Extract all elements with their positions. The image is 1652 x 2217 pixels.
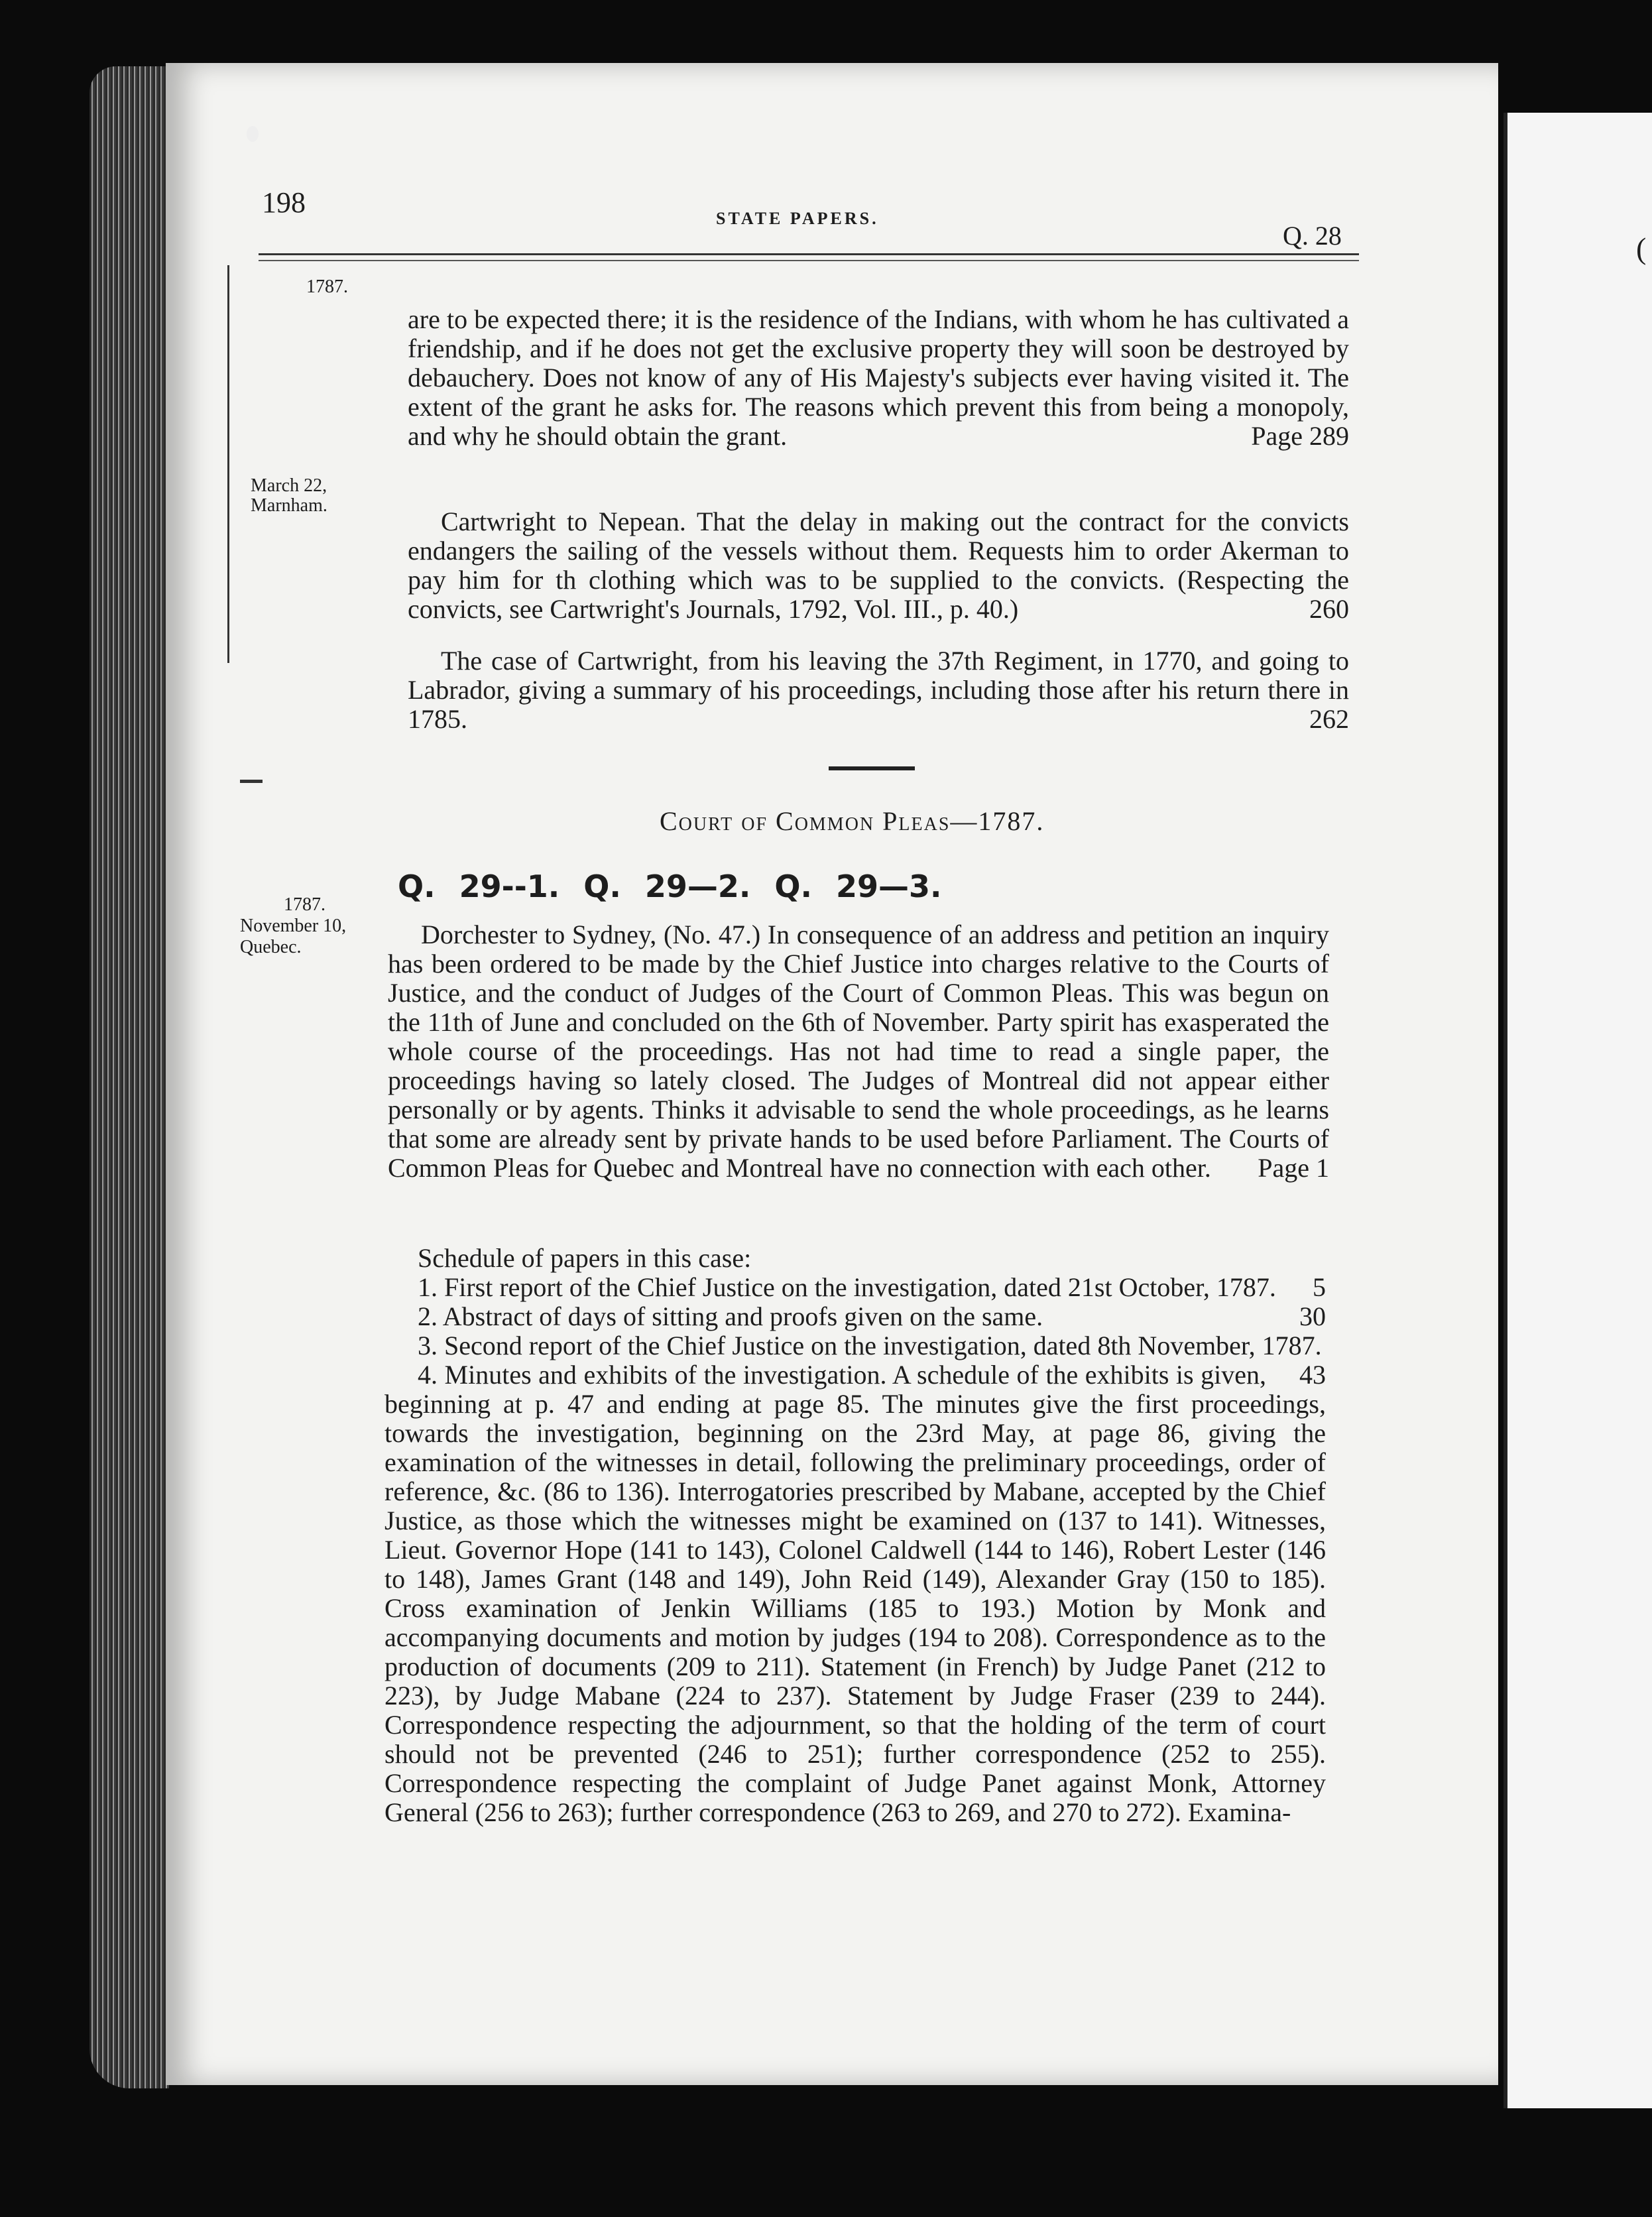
margin-date: March 22, xyxy=(251,475,327,496)
entry-text: The case of Cartwright, from his leaving the 37th Regiment, in 1770, and going to Labrador, giving a summary of his proceedings, including those after his return there in 1785. xyxy=(408,646,1349,734)
entry xyxy=(388,920,1329,1183)
schedule-item xyxy=(384,1273,1326,1302)
margin-place: Quebec. xyxy=(240,937,302,957)
series-ref: Q. 29—2. xyxy=(583,869,751,904)
page-reference: 5 xyxy=(1313,1272,1326,1302)
page-reference: Page 289 xyxy=(1251,421,1349,451)
page-reference: 262 xyxy=(1309,704,1349,734)
section-divider xyxy=(829,766,915,770)
page-reference: 260 xyxy=(1309,594,1349,624)
entry xyxy=(408,507,1349,624)
schedule-item xyxy=(384,1360,1326,1827)
margin-place: Marnham. xyxy=(251,495,327,516)
entry-text: are to be expected there; it is the residence of the Indians, with whom he has cultivated a friendship, and if he does not get the exclusive property they will soon be destroyed by debauchery. Does not know of any of His Majesty's subjects ever having visited it. The extent of the grant he asks for. The reasons which prevent this from being a monopoly, and why he should obtain the grant. xyxy=(408,304,1349,451)
schedule-item xyxy=(384,1302,1326,1331)
facing-page xyxy=(1504,113,1652,2108)
page-reference: 43 xyxy=(1299,1360,1326,1390)
schedule-item-text: 2. Abstract of days of sitting and proofs given on the same. xyxy=(418,1301,1043,1331)
page-number: 198 xyxy=(262,186,306,219)
entry-text: Dorchester to Sydney, (No. 47.) In consequence of an address and petition an inquiry has been ordered to be made by the Chief Justice into charges relative to the Courts of Justice, and the conduct of Judges of the Court of Common Pleas. This was begun on the 11th of June and concluded on the 6th of November. Party spirit has exasperated the whole course of the proceedings. Has not had time to read a single paper, the proceedings having so lately closed. The Judges of Montreal did not appear either personally or by agents. Thinks it advisable to send the whole proceedings, as he learns that some are already sent by private hands to be used before Parliament. The Courts of Common Pleas for Quebec and Montreal have no connection with each other. xyxy=(388,920,1329,1183)
schedule-item-text: 3. Second report of the Chief Justice on the investigation, dated 8th November, 1787. xyxy=(418,1331,1322,1360)
header-rule-thin xyxy=(259,260,1359,261)
page-reference: 30 xyxy=(1299,1301,1326,1331)
book-edge xyxy=(89,66,169,2088)
header-rule xyxy=(259,253,1359,255)
schedule-intro: Schedule of papers in this case: xyxy=(418,1243,752,1273)
entry-continued xyxy=(408,305,1349,451)
page-mark xyxy=(247,126,259,142)
margin-date: November 10, xyxy=(240,916,347,936)
margin-bracket xyxy=(227,265,229,663)
series-ref: Q. 29--1. xyxy=(398,869,560,904)
margin-dash xyxy=(240,780,263,783)
facing-page-char: ( xyxy=(1636,231,1647,265)
schedule-list xyxy=(384,1244,1326,1827)
schedule-item-text: 1. First report of the Chief Justice on the investigation, dated 21st October, 1787. xyxy=(418,1272,1276,1302)
series-ref: Q. 29—3. xyxy=(774,869,942,904)
entry-text: Cartwright to Nepean. That the delay in making out the contract for the convicts endangers the sailing of the vessels without them. Requests him to order Akerman to pay him for th clothing which was to be supplied to the convicts. (Respecting the convicts, see Cartwright's Journals, 1792, Vol. III., p. 40.) xyxy=(408,507,1349,624)
margin-year: 1787. xyxy=(284,894,325,915)
margin-year: 1787. xyxy=(306,276,348,297)
schedule-item xyxy=(384,1331,1326,1390)
series-reference: Q. 28 xyxy=(1283,221,1342,251)
section-title: Court of Common Pleas—1787. xyxy=(660,806,1045,836)
page-gutter xyxy=(1504,113,1507,2108)
entry xyxy=(408,646,1349,734)
page-reference: Page 1 xyxy=(1258,1153,1329,1183)
running-title: STATE PAPERS. xyxy=(716,209,879,228)
series-refs xyxy=(398,869,942,904)
schedule-item-text: 4. Minutes and exhibits of the investigation. A schedule of the exhibits is given, beginning at p. 47 and ending at page 85. The minutes give the first proceedings, towards the investigation, beginning on the 23rd May, at page 86, giving the examination of the witnesses in detail, following the preliminary proceedings, order of reference, &c. (86 to 136). Interrogatories prescribed by Mabane, accepted by the Chief Justice, as those which the witnesses might be examined on (137 to 141). Witnesses, Lieut. Governor Hope (141 to 143), Colonel Caldwell (144 to 146), Robert Lester (146 to 148), James Grant (148 and 149), John Reid (149), Alexander Gray (150 to 185). Cross examination of Jenkin Williams (185 to 193.) Motion by Monk and accompanying documents and motion by judges (194 to 208). Correspondence as to the production of documents (209 to 211). Statement (in French) by Judge Panet (212 to 223), by Judge Mabane (224 to 237). Statement by Judge Fraser (239 to 244). Correspondence respecting the adjournment, so that the holding of the term of court should not be prevented (246 to 251); further correspondence (252 to 255). Correspondence respecting the complaint of Judge Panet against Monk, Attorney General (256 to 263); further correspondence (263 to 269, and 270 to 272). Examina- xyxy=(384,1360,1326,1827)
